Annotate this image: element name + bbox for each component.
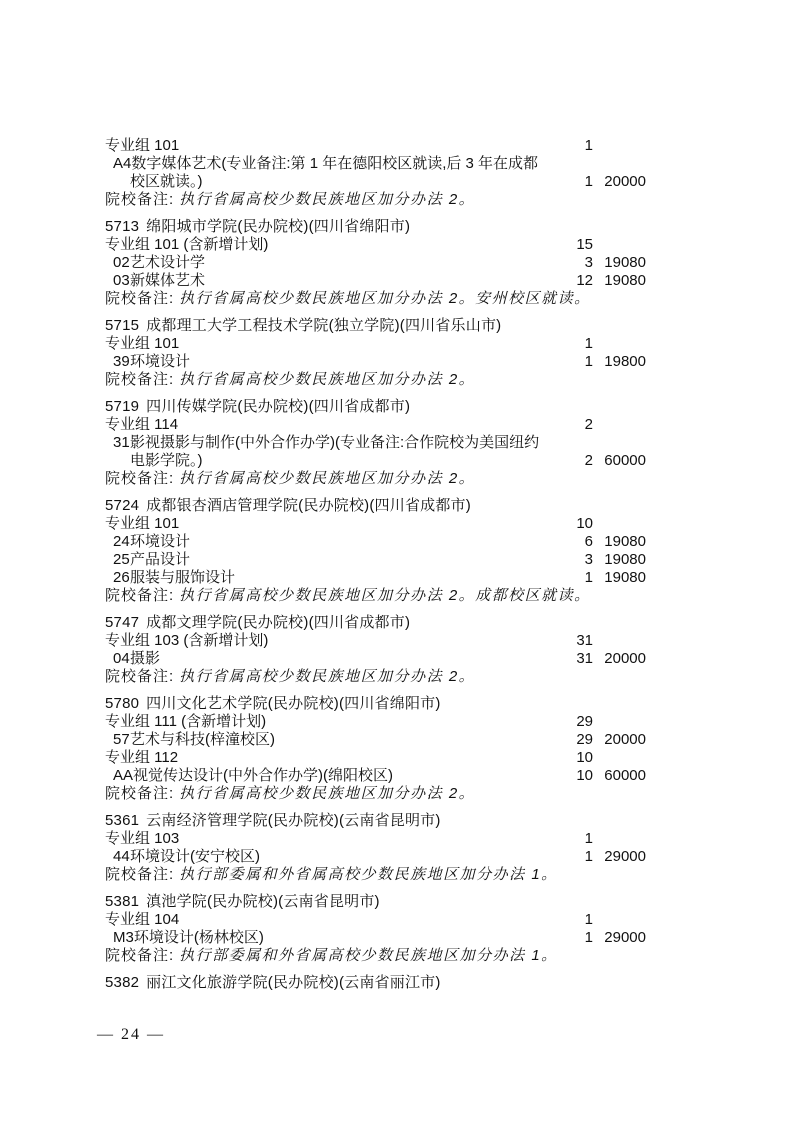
school-section — [105, 812, 646, 884]
major-row — [105, 155, 646, 191]
school-section — [105, 974, 646, 992]
major-plan-count: 3 — [584, 551, 593, 568]
major-tuition: 29000 — [604, 848, 646, 865]
remark-text: 执行省属高校少数民族地区加分办法 2。 — [179, 785, 476, 802]
major-group-row — [105, 236, 646, 254]
major-code: 31 — [113, 434, 130, 451]
group-label: 专业组 112 — [105, 749, 179, 766]
major-tuition: 60000 — [604, 452, 646, 469]
remark-row — [105, 785, 646, 803]
major-row — [105, 272, 646, 290]
major-name-cell — [105, 569, 551, 587]
major-group-row — [105, 137, 646, 155]
major-title: 影视摄影与制作(中外合作办学)(专业备注:合作院校为美国纽约电影学院。) — [130, 434, 540, 469]
school-code: 5713 — [105, 218, 140, 235]
major-title: 艺术与科技(梓潼校区) — [130, 731, 275, 748]
major-name-cell — [105, 929, 551, 947]
group-plan-count: 1 — [584, 911, 593, 928]
group-label: 专业组 101 (含新增计划) — [105, 236, 269, 253]
school-name: 滇池学院(民办院校)(云南省昆明市) — [146, 893, 380, 910]
remark-row — [105, 371, 646, 389]
major-name-cell — [105, 767, 551, 785]
school-row — [105, 614, 646, 632]
group-plan-count: 10 — [576, 515, 593, 532]
school-row — [105, 695, 646, 713]
major-name-cell — [105, 254, 551, 272]
group-plan-count: 15 — [576, 236, 593, 253]
remark-text: 执行省属高校少数民族地区加分办法 2。 — [179, 191, 476, 208]
group-plan-count: 1 — [584, 335, 593, 352]
major-plan-count: 1 — [584, 929, 593, 946]
school-row — [105, 812, 646, 830]
remark-text: 执行省属高校少数民族地区加分办法 2。 — [179, 470, 476, 487]
group-label: 专业组 101 — [105, 335, 180, 352]
school-code: 5780 — [105, 695, 140, 712]
major-group-row — [105, 830, 646, 848]
major-title: 服装与服饰设计 — [130, 569, 236, 586]
remark-label: 院校备注: — [105, 866, 175, 883]
school-name: 成都银杏酒店管理学院(民办院校)(四川省成都市) — [146, 497, 471, 514]
major-code: A4 — [113, 155, 132, 172]
school-name: 成都理工大学工程技术学院(独立学院)(四川省乐山市) — [146, 317, 502, 334]
major-tuition: 19080 — [604, 533, 646, 550]
school-section — [105, 695, 646, 803]
major-row — [105, 254, 646, 272]
major-tuition: 29000 — [604, 929, 646, 946]
page-number: — 24 — — [97, 1026, 165, 1043]
remark-row — [105, 290, 646, 308]
remark-row — [105, 668, 646, 686]
school-section — [105, 137, 646, 209]
major-tuition: 60000 — [604, 767, 646, 784]
school-code: 5382 — [105, 974, 140, 991]
major-group-row — [105, 632, 646, 650]
remark-label: 院校备注: — [105, 191, 175, 208]
major-plan-count: 10 — [576, 767, 593, 784]
major-row — [105, 533, 646, 551]
school-section — [105, 614, 646, 686]
major-row — [105, 551, 646, 569]
group-plan-count: 2 — [584, 416, 593, 433]
school-row — [105, 398, 646, 416]
school-name: 丽江文化旅游学院(民办院校)(云南省丽江市) — [146, 974, 441, 991]
group-label: 专业组 101 — [105, 515, 180, 532]
major-tuition: 19800 — [604, 353, 646, 370]
major-plan-count: 12 — [576, 272, 593, 289]
school-row — [105, 218, 646, 236]
remark-text: 执行部委属和外省属高校少数民族地区加分办法 1。 — [179, 866, 558, 883]
major-plan-count: 1 — [584, 569, 593, 586]
major-tuition: 19080 — [604, 569, 646, 586]
major-tuition: 20000 — [604, 650, 646, 667]
major-code: 24 — [113, 533, 130, 550]
school-name: 绵阳城市学院(民办院校)(四川省绵阳市) — [146, 218, 411, 235]
group-label: 专业组 111 (含新增计划) — [105, 713, 267, 730]
major-name-cell — [105, 155, 551, 191]
major-name-cell — [105, 272, 551, 290]
school-name: 四川传媒学院(民办院校)(四川省成都市) — [146, 398, 411, 415]
major-title: 艺术设计学 — [130, 254, 206, 271]
group-label: 专业组 101 — [105, 137, 180, 154]
group-label: 专业组 104 — [105, 911, 180, 928]
admission-plan-list — [105, 137, 646, 992]
remark-row — [105, 470, 646, 488]
major-code: 57 — [113, 731, 130, 748]
major-code: M3 — [113, 929, 134, 946]
major-title: 环境设计 — [130, 533, 191, 550]
major-tuition: 19080 — [604, 551, 646, 568]
remark-text: 执行省属高校少数民族地区加分办法 2。成都校区就读。 — [179, 587, 591, 604]
major-title: 视觉传达设计(中外合作办学)(绵阳校区) — [133, 767, 393, 784]
school-row — [105, 317, 646, 335]
major-title: 环境设计 — [130, 353, 191, 370]
school-code: 5747 — [105, 614, 140, 631]
remark-label: 院校备注: — [105, 587, 175, 604]
major-group-row — [105, 335, 646, 353]
major-title: 新媒体艺术 — [130, 272, 206, 289]
school-section — [105, 893, 646, 965]
school-code: 5381 — [105, 893, 140, 910]
major-group-row — [105, 416, 646, 434]
major-name-cell — [105, 434, 551, 470]
major-name-cell — [105, 533, 551, 551]
major-code: 39 — [113, 353, 130, 370]
major-name-cell — [105, 353, 551, 371]
remark-row — [105, 191, 646, 209]
group-plan-count: 1 — [584, 830, 593, 847]
major-group-row — [105, 911, 646, 929]
major-plan-count: 1 — [584, 353, 593, 370]
major-plan-count: 1 — [584, 848, 593, 865]
major-title: 摄影 — [130, 650, 161, 667]
remark-label: 院校备注: — [105, 290, 175, 307]
major-code: 26 — [113, 569, 130, 586]
major-group-row — [105, 749, 646, 767]
major-name-cell — [105, 551, 551, 569]
remark-label: 院校备注: — [105, 785, 175, 802]
group-plan-count: 31 — [576, 632, 593, 649]
remark-label: 院校备注: — [105, 470, 175, 487]
major-row — [105, 569, 646, 587]
school-row — [105, 497, 646, 515]
school-name: 成都文理学院(民办院校)(四川省成都市) — [146, 614, 411, 631]
major-name-cell — [105, 650, 551, 668]
major-tuition: 19080 — [604, 272, 646, 289]
major-tuition: 19080 — [604, 254, 646, 271]
school-code: 5361 — [105, 812, 140, 829]
major-row — [105, 929, 646, 947]
major-title: 产品设计 — [130, 551, 191, 568]
major-name-cell — [105, 731, 551, 749]
major-title: 环境设计(杨林校区) — [133, 929, 264, 946]
major-group-row — [105, 515, 646, 533]
remark-row — [105, 587, 646, 605]
group-plan-count: 10 — [576, 749, 593, 766]
remark-text: 执行省属高校少数民族地区加分办法 2。 — [179, 371, 476, 388]
school-row — [105, 974, 646, 992]
remark-label: 院校备注: — [105, 947, 175, 964]
major-code: 03 — [113, 272, 130, 289]
major-name-cell — [105, 848, 551, 866]
major-code: 02 — [113, 254, 130, 271]
major-code: 04 — [113, 650, 130, 667]
group-label: 专业组 114 — [105, 416, 179, 433]
school-row — [105, 893, 646, 911]
remark-row — [105, 866, 646, 884]
school-code: 5724 — [105, 497, 140, 514]
major-row — [105, 848, 646, 866]
major-code: AA — [113, 767, 134, 784]
major-plan-count: 6 — [584, 533, 593, 550]
remark-row — [105, 947, 646, 965]
school-name: 云南经济管理学院(民办院校)(云南省昆明市) — [146, 812, 441, 829]
school-section — [105, 398, 646, 488]
major-group-row — [105, 713, 646, 731]
major-tuition: 20000 — [604, 731, 646, 748]
major-row — [105, 353, 646, 371]
group-label: 专业组 103 — [105, 830, 180, 847]
major-plan-count: 2 — [584, 452, 593, 469]
remark-label: 院校备注: — [105, 668, 175, 685]
major-row — [105, 731, 646, 749]
major-plan-count: 3 — [584, 254, 593, 271]
major-title: 环境设计(安宁校区) — [130, 848, 260, 865]
major-plan-count: 1 — [584, 173, 593, 190]
group-plan-count: 1 — [584, 137, 593, 154]
remark-text: 执行省属高校少数民族地区加分办法 2。安州校区就读。 — [179, 290, 591, 307]
school-code: 5715 — [105, 317, 140, 334]
school-code: 5719 — [105, 398, 140, 415]
remark-text: 执行部委属和外省属高校少数民族地区加分办法 1。 — [179, 947, 558, 964]
school-section — [105, 497, 646, 605]
school-section — [105, 317, 646, 389]
major-code: 25 — [113, 551, 130, 568]
major-tuition: 20000 — [604, 173, 646, 190]
major-plan-count: 29 — [576, 731, 593, 748]
remark-label: 院校备注: — [105, 371, 175, 388]
major-code: 44 — [113, 848, 130, 865]
school-section — [105, 218, 646, 308]
group-label: 专业组 103 (含新增计划) — [105, 632, 269, 649]
school-name: 四川文化艺术学院(民办院校)(四川省绵阳市) — [146, 695, 441, 712]
major-title: 数字媒体艺术(专业备注:第 1 年在德阳校区就读,后 3 年在成都校区就读。) — [130, 155, 539, 190]
major-row — [105, 767, 646, 785]
remark-text: 执行省属高校少数民族地区加分办法 2。 — [179, 668, 476, 685]
major-plan-count: 31 — [576, 650, 593, 667]
group-plan-count: 29 — [576, 713, 593, 730]
major-row — [105, 434, 646, 470]
major-row — [105, 650, 646, 668]
